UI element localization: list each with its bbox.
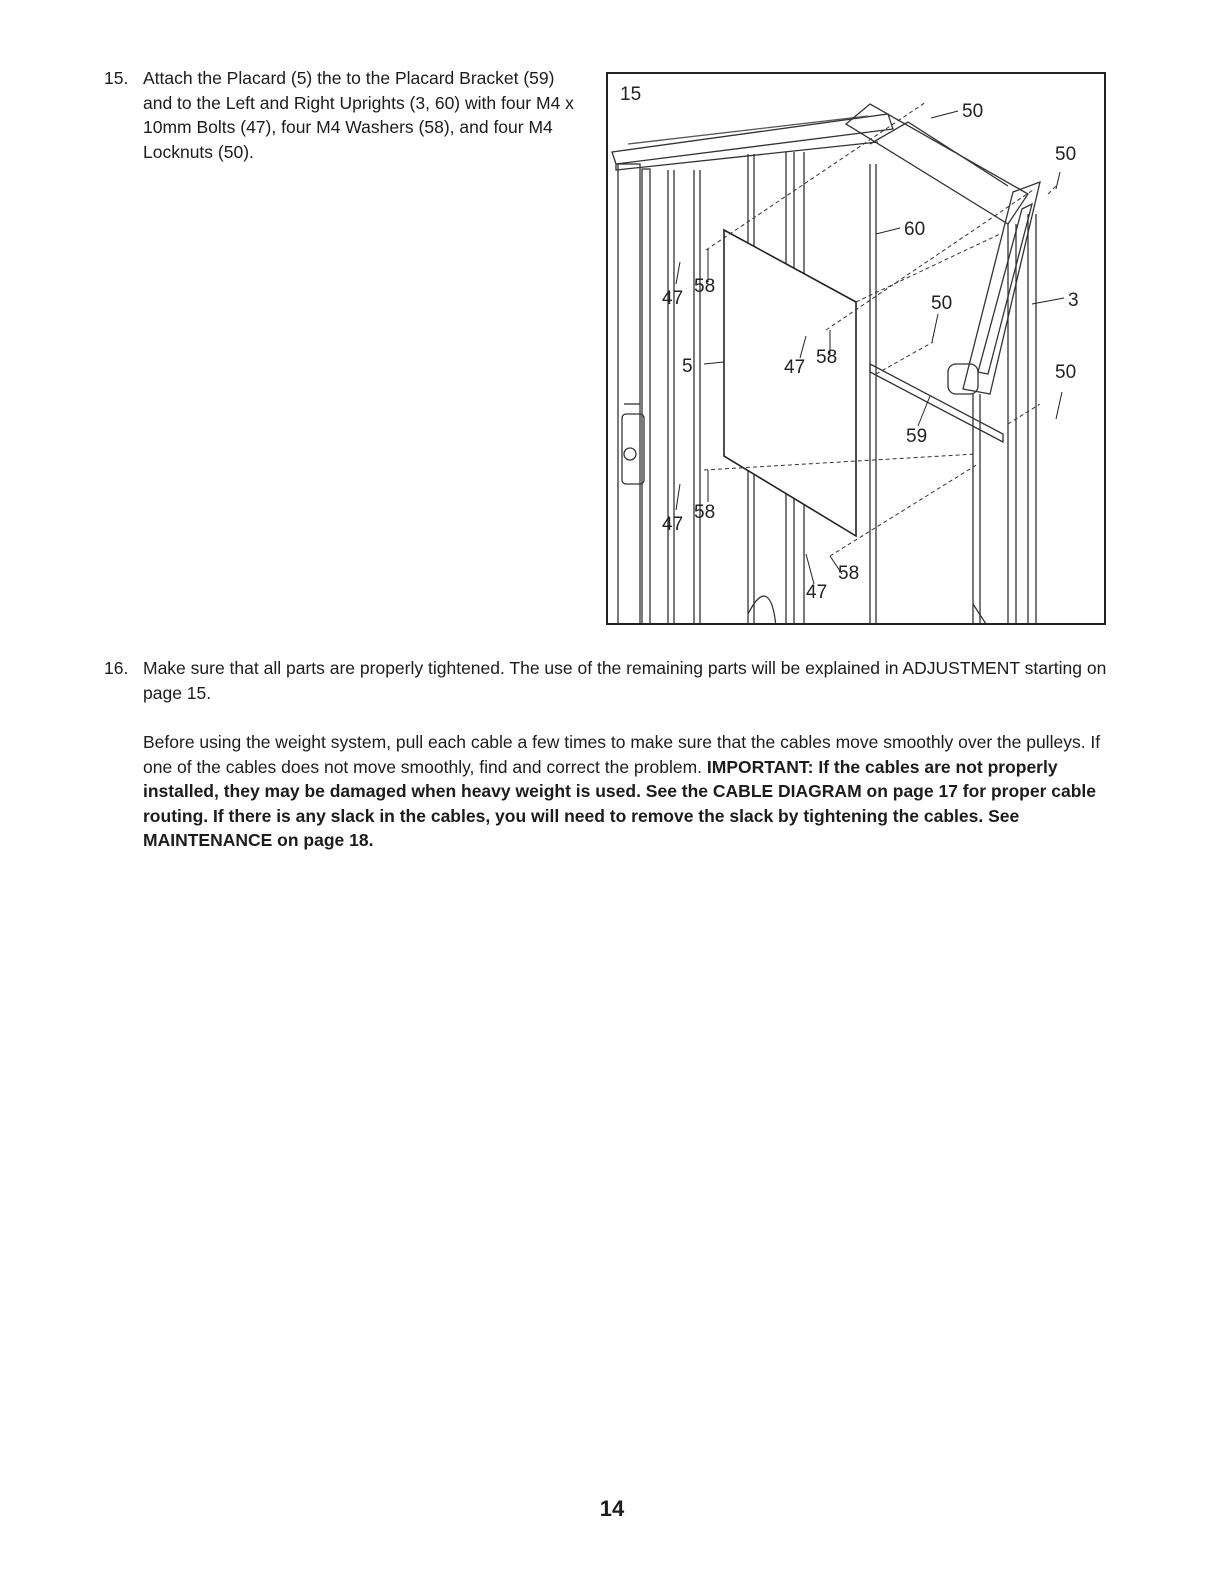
callout-right-upright: 3 [1068,290,1079,311]
callout-bolt-a: 47 [662,288,684,309]
step-16-paragraph-2-text: Before using the weight system, pull each cable a few times to make sure that the cables move smoothly over the pulleys. If one of the cables does not move smoothly, find and correct the problem. [143,732,1101,777]
placard-bracket [870,364,1003,442]
assembly-diagram [606,72,1106,625]
callout-bracket: 59 [906,426,928,447]
callout-locknut-top: 50 [962,101,984,122]
callout-bolt-d: 47 [806,582,828,603]
step-15-text: Attach the Placard (5) the to the Placard Bracket (59) and to the Left and Right Uprights (3, 60) with four M4 x 10mm Bolts (47), four M4 Washers (58), and four M4 Locknuts (50). [143,68,574,162]
step-16-paragraph-1: Make sure that all parts are properly tightened. The use of the remaining parts will be explained in ADJUSTMENT starting on page 15. [143,658,1107,703]
top-arm [846,104,1028,224]
figure-step-label: 15 [620,84,642,105]
callout-bolt-c: 47 [662,514,684,535]
callout-washer-c: 58 [694,502,716,523]
callout-locknut-mid: 50 [931,293,953,314]
step-15 [104,66,574,164]
step-15-number: 15. [104,68,129,88]
step-16 [104,656,1114,853]
callout-washer-b: 58 [816,347,838,368]
callout-washer-a: 58 [694,276,716,297]
callout-placard: 5 [682,356,693,377]
callout-washer-d: 58 [838,563,860,584]
top-frame-bar [612,114,893,164]
callout-locknut-right-mid: 50 [1055,362,1077,383]
page-number: 14 [599,1496,625,1521]
callout-bolt-b: 47 [784,357,806,378]
step-16-paragraph-2 [143,730,1114,853]
step-16-number: 16. [104,658,129,678]
important-warning: IMPORTANT: If the cables are not properly installed, they may be damaged when heavy weight is used. See the CABLE DIAGRAM on page 17 for proper cable routing. If there is any slack in the cables, you will need to remove the slack by tightening the cables. See MAINTENANCE on page 18. [143,756,1097,850]
callout-left-upright: 60 [904,219,926,240]
assembly-drawing [608,74,1106,625]
placard-panel [724,230,856,536]
left-column [618,164,640,625]
callout-locknut-right-top: 50 [1055,144,1077,165]
